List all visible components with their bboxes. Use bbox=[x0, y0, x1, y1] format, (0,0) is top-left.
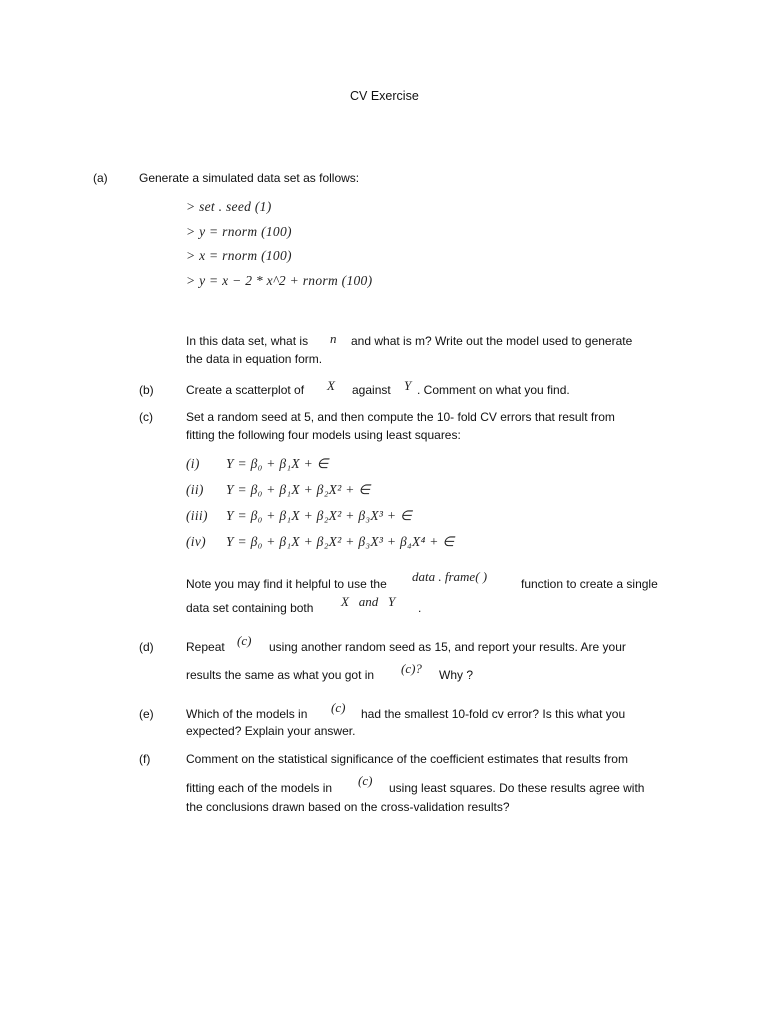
item-f-text-3: using least squares. Do these results agree with bbox=[389, 781, 645, 795]
item-a-intro: Generate a simulated data set as follows: bbox=[139, 171, 360, 185]
symbol-x: X bbox=[327, 378, 335, 393]
item-e-text-1: Which of the models in bbox=[186, 707, 308, 721]
item-b-text-2: against bbox=[352, 383, 391, 397]
model-2-number: (ii) bbox=[186, 482, 204, 497]
item-e-text-3: expected? Explain your answer. bbox=[186, 724, 356, 738]
model-3-equation: Y = β₀ + β₁X + β₂X² + β₃X³ + ∈ bbox=[226, 508, 413, 523]
ref-c-3: (c) bbox=[331, 700, 346, 715]
item-f-text-1: Comment on the statistical significance of the coefficient estimates that results from bbox=[186, 752, 628, 766]
model-2-equation: Y = β₀ + β₁X + β₂X² + ∈ bbox=[226, 482, 371, 497]
function-data-frame: data . frame( ) bbox=[412, 569, 488, 584]
item-c-line-2: fitting the following four models using least squares: bbox=[186, 428, 461, 442]
ref-c-2: (c)? bbox=[401, 661, 422, 676]
item-d-text-3: results the same as what you got in bbox=[186, 668, 375, 682]
item-b-text-3: . Comment on what you find. bbox=[417, 383, 570, 397]
item-c-note-3: data set containing both bbox=[186, 601, 314, 615]
item-e-text-2: had the smallest 10-fold cv error? Is this what you bbox=[361, 707, 626, 721]
item-d-text-4: Why ? bbox=[439, 668, 474, 682]
item-a-question-3: the data in equation form. bbox=[186, 352, 323, 366]
item-b-text-1: Create a scatterplot of bbox=[186, 383, 305, 397]
symbol-n: n bbox=[330, 331, 337, 346]
model-1-equation: Y = β₀ + β₁X + ∈ bbox=[226, 456, 329, 471]
item-a-label: (a) bbox=[93, 171, 108, 185]
document-title: CV Exercise bbox=[350, 89, 419, 103]
item-d-text-1: Repeat bbox=[186, 640, 225, 654]
model-4-number: (iv) bbox=[186, 534, 206, 549]
code-line-1: > set . seed (1) bbox=[186, 199, 272, 214]
item-c-note-4: . bbox=[418, 601, 422, 615]
item-e-label: (e) bbox=[139, 707, 154, 721]
item-f-text-4: the conclusions drawn based on the cross-validation results? bbox=[186, 800, 510, 814]
model-1-number: (i) bbox=[186, 456, 200, 471]
ref-c-4: (c) bbox=[358, 773, 373, 788]
item-c-note-1: Note you may find it helpful to use the bbox=[186, 577, 387, 591]
symbol-y: Y bbox=[404, 378, 412, 393]
item-d-text-2: using another random seed as 15, and report your results. Are your bbox=[269, 640, 626, 654]
item-a-question-2: and what is m? Write out the model used to generate bbox=[351, 334, 633, 348]
model-4-equation: Y = β₀ + β₁X + β₂X² + β₃X³ + β₄X⁴ + ∈ bbox=[226, 534, 455, 549]
item-c-line-1: Set a random seed at 5, and then compute the 10- fold CV errors that result from bbox=[186, 410, 615, 424]
item-d-label: (d) bbox=[139, 640, 154, 654]
item-a-question-1: In this data set, what is bbox=[186, 334, 309, 348]
ref-c-1: (c) bbox=[237, 633, 252, 648]
model-3-number: (iii) bbox=[186, 508, 208, 523]
item-c-note-2: function to create a single bbox=[521, 577, 658, 591]
code-line-2: > y = rnorm (100) bbox=[186, 224, 292, 239]
item-b-label: (b) bbox=[139, 383, 154, 397]
symbols-x-and-y: X and Y bbox=[341, 594, 396, 609]
code-line-4: > y = x − 2 * x^2 + rnorm (100) bbox=[186, 273, 373, 288]
code-line-3: > x = rnorm (100) bbox=[186, 248, 292, 263]
item-c-label: (c) bbox=[139, 410, 153, 424]
item-f-label: (f) bbox=[139, 752, 151, 766]
item-f-text-2: fitting each of the models in bbox=[186, 781, 333, 795]
